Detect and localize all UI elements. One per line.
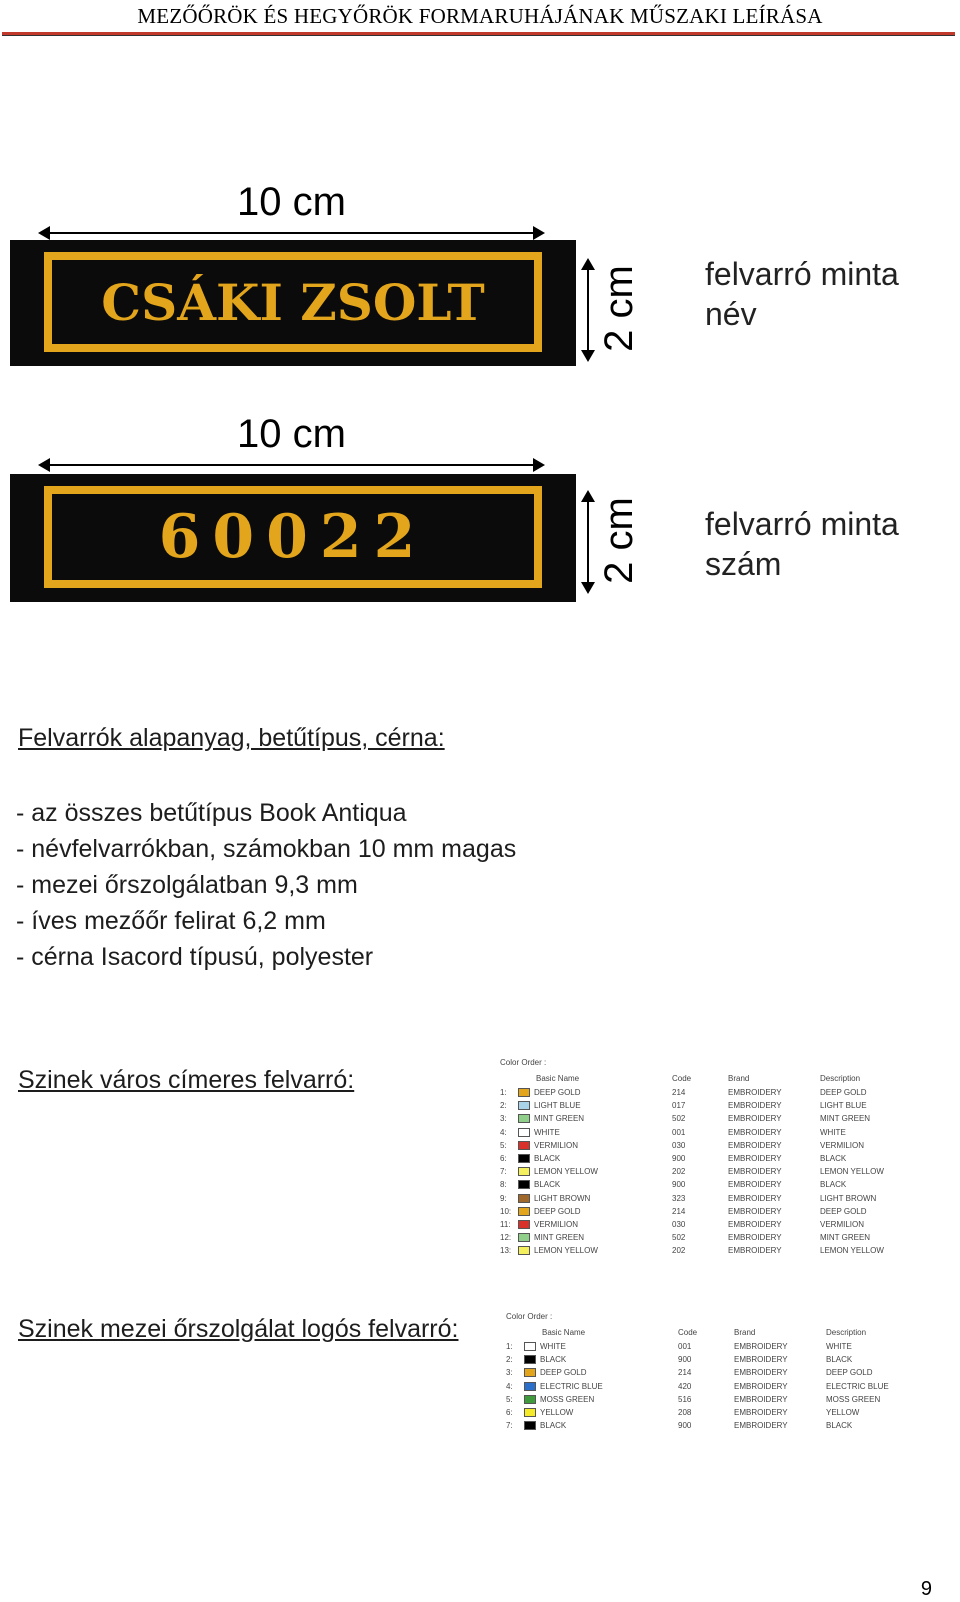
field-color-table xyxy=(506,1312,906,1442)
name-patch-caption-line2: név xyxy=(705,296,757,332)
color-row-description: LIGHT BLUE xyxy=(820,1101,867,1111)
color-row-brand: EMBROIDERY xyxy=(734,1421,788,1431)
color-row-brand: EMBROIDERY xyxy=(728,1206,782,1216)
color-row-name: YELLOW xyxy=(540,1408,574,1417)
color-row-description: DEEP GOLD xyxy=(826,1368,873,1378)
color-row-brand: EMBROIDERY xyxy=(728,1127,782,1137)
name-patch-caption xyxy=(705,254,899,334)
name-patch-height-arrow xyxy=(587,260,589,360)
color-row-brand: EMBROIDERY xyxy=(734,1355,788,1365)
color-swatch xyxy=(518,1114,530,1123)
header-basic-name: Basic Name xyxy=(542,1328,586,1337)
color-row-description: ELECTRIC BLUE xyxy=(826,1381,889,1391)
color-row-code: 502 xyxy=(672,1233,686,1243)
color-row-number: 6: xyxy=(500,1154,507,1163)
color-row-number: 2: xyxy=(506,1355,513,1365)
color-row-brand: EMBROIDERY xyxy=(728,1140,782,1150)
color-swatch xyxy=(518,1194,530,1203)
color-row-number: 3: xyxy=(500,1114,507,1124)
color-row-number: 4: xyxy=(506,1381,513,1391)
color-row-brand: EMBROIDERY xyxy=(728,1193,782,1203)
color-row-name: BLACK xyxy=(540,1355,567,1365)
color-row-name: ELECTRIC BLUE xyxy=(540,1381,603,1391)
color-row-number: 8: xyxy=(500,1180,507,1190)
color-row-code: 001 xyxy=(672,1127,686,1137)
color-row-brand: EMBROIDERY xyxy=(728,1154,782,1163)
color-row-name: VERMILION xyxy=(534,1140,579,1150)
color-swatch xyxy=(518,1141,530,1150)
color-row-number: 5: xyxy=(506,1394,513,1404)
color-row-description: MINT GREEN xyxy=(820,1233,871,1243)
color-swatch xyxy=(518,1167,530,1176)
color-swatch xyxy=(524,1368,536,1377)
color-row-name: LIGHT BROWN xyxy=(534,1193,591,1203)
color-row-description: LEMON YELLOW xyxy=(820,1246,884,1256)
color-row-brand: EMBROIDERY xyxy=(734,1342,788,1351)
color-row-description: DEEP GOLD xyxy=(820,1206,867,1216)
color-row-name: LEMON YELLOW xyxy=(534,1167,598,1177)
color-swatch xyxy=(518,1207,530,1216)
color-row-number: 4: xyxy=(500,1127,507,1137)
color-row-code: 017 xyxy=(672,1101,686,1111)
header-brand: Brand xyxy=(728,1074,750,1083)
materials-item: - íves mezőőr felirat 6,2 mm xyxy=(16,907,326,935)
color-swatch xyxy=(518,1101,530,1110)
header-brand: Brand xyxy=(734,1328,756,1337)
color-row-code: 516 xyxy=(678,1394,692,1404)
color-row-description: YELLOW xyxy=(826,1408,860,1417)
color-row-name: BLACK xyxy=(534,1180,561,1190)
color-row-description: DEEP GOLD xyxy=(820,1088,867,1097)
color-swatch xyxy=(524,1421,536,1430)
color-row-description: BLACK xyxy=(826,1355,853,1365)
number-patch-border xyxy=(44,486,542,588)
number-patch xyxy=(10,474,576,602)
color-row-description: MOSS GREEN xyxy=(826,1394,881,1404)
materials-item: - az összes betűtípus Book Antiqua xyxy=(16,799,407,827)
color-row-description: BLACK xyxy=(820,1154,847,1163)
color-row-name: LEMON YELLOW xyxy=(534,1246,598,1256)
name-patch-height-label: 2 cm xyxy=(596,265,641,352)
number-patch-text: 60022 xyxy=(158,502,428,572)
name-patch-border xyxy=(44,252,542,352)
color-row-number: 1: xyxy=(506,1342,513,1351)
color-row-description: BLACK xyxy=(820,1180,847,1190)
color-row-number: 7: xyxy=(506,1421,513,1431)
header-description: Description xyxy=(826,1328,867,1337)
materials-item: - névfelvarrókban, számokban 10 mm magas xyxy=(16,835,517,863)
city-color-table-label: Color Order : xyxy=(500,1058,547,1067)
color-swatch xyxy=(518,1154,530,1163)
header-rule xyxy=(2,32,955,36)
color-row-name: MINT GREEN xyxy=(534,1114,585,1124)
color-row-name: MOSS GREEN xyxy=(540,1394,595,1404)
color-row-name: DEEP GOLD xyxy=(540,1368,587,1378)
header-description: Description xyxy=(820,1074,861,1083)
color-row-code: 900 xyxy=(672,1154,686,1163)
header-basic-name: Basic Name xyxy=(536,1074,580,1083)
color-swatch xyxy=(518,1180,530,1189)
color-row-number: 12: xyxy=(500,1233,512,1243)
materials-list xyxy=(16,795,516,975)
color-row-number: 9: xyxy=(500,1193,507,1203)
color-row-brand: EMBROIDERY xyxy=(728,1233,782,1243)
color-row-code: 208 xyxy=(678,1408,692,1417)
color-swatch xyxy=(518,1233,530,1242)
header-code: Code xyxy=(672,1074,692,1083)
number-patch-caption-line2: szám xyxy=(705,546,782,582)
color-row-number: 13: xyxy=(500,1246,512,1256)
color-row-brand: EMBROIDERY xyxy=(728,1088,782,1097)
color-row-code: 214 xyxy=(672,1088,686,1097)
color-row-description: LEMON YELLOW xyxy=(820,1167,884,1177)
color-row-number: 10: xyxy=(500,1206,512,1216)
city-color-table xyxy=(500,1058,900,1258)
color-row-brand: EMBROIDERY xyxy=(728,1246,782,1256)
color-swatch xyxy=(524,1355,536,1364)
color-row-description: VERMILION xyxy=(820,1220,865,1229)
color-row-name: BLACK xyxy=(534,1154,561,1163)
color-row-name: BLACK xyxy=(540,1421,567,1431)
name-patch xyxy=(10,240,576,366)
number-patch-caption xyxy=(705,504,899,584)
color-swatch xyxy=(524,1382,536,1391)
color-row-brand: EMBROIDERY xyxy=(728,1220,782,1229)
color-row-name: DEEP GOLD xyxy=(534,1088,581,1097)
color-row-brand: EMBROIDERY xyxy=(734,1408,788,1417)
color-row-brand: EMBROIDERY xyxy=(728,1101,782,1111)
number-patch-caption-line1: felvarró minta xyxy=(705,506,899,542)
color-row-description: MINT GREEN xyxy=(820,1114,871,1124)
materials-item: - cérna Isacord típusú, polyester xyxy=(16,943,374,971)
color-swatch xyxy=(518,1220,530,1229)
color-row-code: 202 xyxy=(672,1167,686,1177)
color-swatch xyxy=(524,1395,536,1404)
color-row-brand: EMBROIDERY xyxy=(734,1381,788,1391)
color-row-name: DEEP GOLD xyxy=(534,1206,581,1216)
color-row-number: 1: xyxy=(500,1088,507,1097)
number-patch-height-label: 2 cm xyxy=(596,497,641,584)
color-row-number: 2: xyxy=(500,1101,507,1111)
color-row-name: LIGHT BLUE xyxy=(534,1101,581,1111)
number-patch-width-label: 10 cm xyxy=(237,412,346,456)
color-row-code: 030 xyxy=(672,1220,686,1229)
city-colors-title: Szinek város címeres felvarró: xyxy=(18,1066,355,1094)
color-row-description: BLACK xyxy=(826,1421,853,1431)
color-row-code: 001 xyxy=(678,1342,692,1351)
color-row-number: 3: xyxy=(506,1368,513,1378)
color-row-name: VERMILION xyxy=(534,1220,579,1229)
number-patch-height-arrow xyxy=(587,492,589,592)
color-row-code: 214 xyxy=(678,1368,692,1378)
name-patch-width-arrow xyxy=(40,232,543,234)
color-row-code: 030 xyxy=(672,1140,686,1150)
color-row-name: MINT GREEN xyxy=(534,1233,585,1243)
color-row-description: LIGHT BROWN xyxy=(820,1193,877,1203)
name-patch-width-label: 10 cm xyxy=(237,180,346,224)
color-row-number: 11: xyxy=(500,1220,511,1229)
color-row-brand: EMBROIDERY xyxy=(734,1368,788,1378)
color-row-code: 900 xyxy=(678,1421,692,1431)
color-row-code: 900 xyxy=(672,1180,686,1190)
field-colors-title: Szinek mezei őrszolgálat logós felvarró: xyxy=(18,1315,459,1343)
header-code: Code xyxy=(678,1328,698,1337)
color-swatch xyxy=(518,1088,530,1097)
name-patch-caption-line1: felvarró minta xyxy=(705,256,899,292)
color-swatch xyxy=(524,1408,536,1417)
color-row-description: VERMILION xyxy=(820,1140,865,1150)
page-number: 9 xyxy=(920,1578,932,1600)
materials-item: - mezei őrszolgálatban 9,3 mm xyxy=(16,871,358,899)
color-row-brand: EMBROIDERY xyxy=(734,1394,788,1404)
color-row-number: 6: xyxy=(506,1408,513,1417)
page-header-title: MEZŐŐRÖK ÉS HEGYŐRÖK FORMARUHÁJÁNAK MŰSZAKI LEÍRÁSA xyxy=(137,4,823,28)
color-row-brand: EMBROIDERY xyxy=(728,1114,782,1124)
color-row-code: 214 xyxy=(672,1206,686,1216)
color-row-code: 900 xyxy=(678,1355,692,1365)
color-row-code: 420 xyxy=(678,1381,692,1391)
color-swatch xyxy=(518,1246,530,1255)
color-row-code: 202 xyxy=(672,1246,686,1256)
color-row-name: WHITE xyxy=(534,1127,560,1137)
color-row-code: 323 xyxy=(672,1193,686,1203)
color-row-code: 502 xyxy=(672,1114,686,1124)
materials-title: Felvarrók alapanyag, betűtípus, cérna: xyxy=(18,724,445,752)
color-swatch xyxy=(518,1128,530,1137)
color-row-description: WHITE xyxy=(820,1127,846,1137)
color-swatch xyxy=(524,1342,536,1351)
color-row-number: 7: xyxy=(500,1167,507,1177)
color-row-number: 5: xyxy=(500,1140,507,1150)
color-row-brand: EMBROIDERY xyxy=(728,1180,782,1190)
color-row-description: WHITE xyxy=(826,1342,852,1351)
name-patch-text: CSÁKI ZSOLT xyxy=(101,272,485,332)
number-patch-width-arrow xyxy=(40,464,543,466)
field-color-table-label: Color Order : xyxy=(506,1312,553,1321)
color-row-brand: EMBROIDERY xyxy=(728,1167,782,1177)
color-row-name: WHITE xyxy=(540,1342,566,1351)
